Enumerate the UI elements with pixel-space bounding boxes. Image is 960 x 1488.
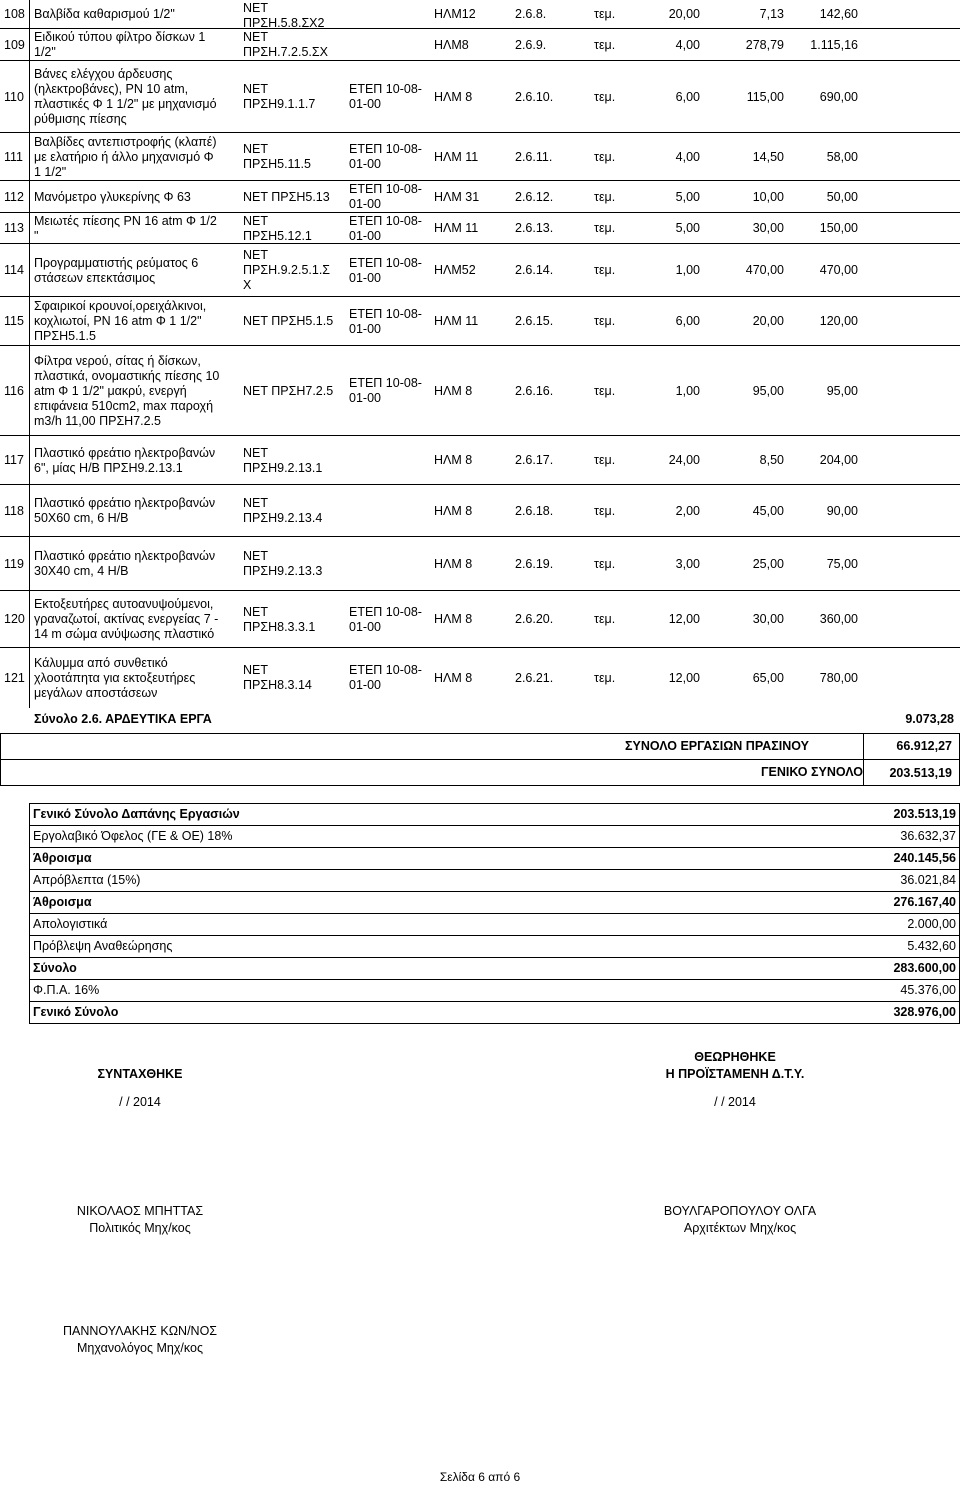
item-article: 2.6.8. <box>515 7 547 21</box>
item-code: ΝΕΤ ΠΡΣΗ.9.2.5.1.Σ Χ <box>243 248 331 292</box>
item-standard-ref: ΕΤΕΠ 10-08- 01-00 <box>349 142 422 171</box>
item-unit-price: 7,13 <box>759 7 784 21</box>
signatory-2-role: Αρχιτέκτων Μηχ/κος <box>683 1221 797 1235</box>
subtotal-label: Σύνολο 2.6. ΑΡΔΕΥΤΙΚΑ ΕΡΓΑ <box>34 712 212 726</box>
item-total: 90,00 <box>826 504 858 518</box>
item-article: 2.6.12. <box>515 190 554 204</box>
item-quantity: 12,00 <box>668 612 700 626</box>
table-row <box>0 346 960 436</box>
item-unit-code: ΗΛΜ 8 <box>434 384 473 398</box>
item-description: Μειωτές πίεσης ΡΝ 16 atm Φ 1/2 " <box>34 214 217 243</box>
item-article: 2.6.20. <box>515 612 554 626</box>
item-unit-of-measure: τεμ. <box>594 90 616 104</box>
item-code: ΝΕΤ ΠΡΣΗ5.1.5 <box>243 314 334 328</box>
table-row <box>0 485 960 537</box>
item-description: Πλαστικό φρεάτιο ηλεκτροβανών 50Χ60 cm, 6 Η/Β <box>34 496 216 525</box>
item-code: ΝΕΤ ΠΡΣΗ5.13 <box>243 190 330 204</box>
green-total-value-box <box>863 733 960 760</box>
signatory-1-role: Πολιτικός Μηχ/κος <box>89 1221 191 1235</box>
item-standard-ref: ΕΤΕΠ 10-08- 01-00 <box>349 182 422 211</box>
summary-row <box>30 1002 959 1024</box>
summary-label: Άθροισμα <box>33 851 92 865</box>
subtotal-value: 9.073,28 <box>905 712 954 726</box>
row-number: 121 <box>4 671 25 685</box>
item-quantity: 20,00 <box>668 7 700 21</box>
item-unit-of-measure: τεμ. <box>594 612 616 626</box>
item-unit-code: ΗΛΜ 8 <box>434 671 473 685</box>
green-total-box <box>0 733 960 760</box>
item-unit-of-measure: τεμ. <box>594 453 616 467</box>
table-row <box>0 0 960 29</box>
item-code: ΝΕΤ ΠΡΣΗ9.2.13.1 <box>243 446 323 475</box>
row-number: 119 <box>4 557 24 571</box>
summary-value: 36.632,37 <box>900 829 956 843</box>
item-unit-code: ΗΛΜ 31 <box>434 190 480 204</box>
item-unit-of-measure: τεμ. <box>594 221 616 235</box>
table-number-divider <box>29 0 30 708</box>
item-quantity: 2,00 <box>675 504 700 518</box>
row-number: 118 <box>4 504 24 518</box>
table-row <box>0 537 960 591</box>
item-code: ΝΕΤ ΠΡΣΗ5.12.1 <box>243 214 312 243</box>
item-unit-of-measure: τεμ. <box>594 263 616 277</box>
summary-value: 283.600,00 <box>893 961 956 975</box>
item-description: Βαλβίδες αντεπιστροφής (κλαπέ) με ελατήριο ή άλλο μηχανισμό Φ 1 1/2" <box>34 135 217 179</box>
item-standard-ref: ΕΤΕΠ 10-08- 01-00 <box>349 605 422 634</box>
grand-total-value-box <box>863 759 960 786</box>
item-unit-code: ΗΛΜ12 <box>434 7 476 21</box>
item-code: ΝΕΤ ΠΡΣΗ9.2.13.3 <box>243 549 323 578</box>
item-article: 2.6.16. <box>515 384 554 398</box>
row-number: 113 <box>4 221 24 235</box>
item-unit-code: ΗΛΜ 11 <box>434 150 479 164</box>
summary-label: Απολογιστικά <box>33 917 108 931</box>
item-code: ΝΕΤ ΠΡΣΗ7.2.5 <box>243 384 334 398</box>
item-unit-of-measure: τεμ. <box>594 384 616 398</box>
item-total: 50,00 <box>826 190 858 204</box>
item-article: 2.6.18. <box>515 504 554 518</box>
item-quantity: 3,00 <box>675 557 700 571</box>
row-number: 112 <box>4 190 24 204</box>
item-description: Κάλυμμα από συνθετικό χλοοτάπητα για εκτοξευτήρες μεγάλων αποστάσεων <box>34 656 196 700</box>
row-number: 111 <box>4 150 24 164</box>
item-total: 204,00 <box>819 453 858 467</box>
item-article: 2.6.14. <box>515 263 554 277</box>
item-unit-price: 115,00 <box>746 90 784 104</box>
item-standard-ref: ΕΤΕΠ 10-08- 01-00 <box>349 663 422 692</box>
table-row <box>0 213 960 244</box>
table-row <box>0 436 960 485</box>
item-unit-price: 65,00 <box>752 671 784 685</box>
grand-total-value: 203.513,19 <box>889 766 952 780</box>
signatory-2-name: ΒΟΥΛΓΑΡΟΠΟΥΛΟΥ ΟΛΓΑ <box>663 1204 817 1218</box>
row-number: 110 <box>4 90 24 104</box>
item-article: 2.6.13. <box>515 221 554 235</box>
table-row <box>0 29 960 61</box>
summary-label: Φ.Π.Α. 16% <box>33 983 100 997</box>
signatory-3-name: ΠΑΝΝΟΥΛΑΚΗΣ ΚΩΝ/ΝΟΣ <box>62 1324 218 1338</box>
item-total: 470,00 <box>819 263 858 277</box>
item-total: 150,00 <box>819 221 858 235</box>
item-total: 142,60 <box>819 7 858 21</box>
item-unit-price: 45,00 <box>752 504 784 518</box>
item-total: 360,00 <box>819 612 858 626</box>
item-quantity: 1,00 <box>675 384 700 398</box>
item-standard-ref: ΕΤΕΠ 10-08- 01-00 <box>349 214 422 243</box>
item-unit-of-measure: τεμ. <box>594 38 616 52</box>
approved-title: ΘΕΩΡΗΘΗΚΕ <box>694 1050 776 1064</box>
item-unit-code: ΗΛΜ 11 <box>434 221 479 235</box>
table-row <box>0 648 960 708</box>
item-description: Πλαστικό φρεάτιο ηλεκτροβανών 30Χ40 cm, 4 Η/Β <box>34 549 216 578</box>
item-quantity: 5,00 <box>675 190 700 204</box>
approved-subtitle: Η ΠΡΟΪΣΤΑΜΕΝΗ Δ.Τ.Υ. <box>665 1067 805 1081</box>
summary-label: Σύνολο <box>33 961 77 975</box>
item-description: Προγραμματιστής ρεύματος 6 στάσεων επεκτάσιμος <box>34 256 199 285</box>
item-description: Πλαστικό φρεάτιο ηλεκτροβανών 6", μίας Η/Β ΠΡΣΗ9.2.13.1 <box>34 446 216 475</box>
item-code: ΝΕΤ ΠΡΣΗ8.3.3.1 <box>243 605 316 634</box>
item-code: ΝΕΤ ΠΡΣΗ9.1.1.7 <box>243 82 316 111</box>
summary-label: Άθροισμα <box>33 895 92 909</box>
table-row <box>0 297 960 346</box>
summary-value: 45.376,00 <box>900 983 956 997</box>
table-row <box>0 244 960 297</box>
item-unit-price: 14,50 <box>752 150 784 164</box>
row-number: 114 <box>4 263 24 277</box>
row-number: 109 <box>4 38 25 52</box>
table-row <box>0 181 960 213</box>
summary-label: Απρόβλεπτα (15%) <box>33 873 141 887</box>
item-unit-of-measure: τεμ. <box>594 190 616 204</box>
grand-total-label: ΓΕΝΙΚΟ ΣΥΝΟΛΟ <box>761 765 863 779</box>
item-unit-price: 95,00 <box>752 384 784 398</box>
summary-value: 203.513,19 <box>893 807 956 821</box>
item-quantity: 5,00 <box>675 221 700 235</box>
summary-row <box>30 980 959 1002</box>
item-article: 2.6.21. <box>515 671 554 685</box>
item-unit-price: 25,00 <box>752 557 784 571</box>
item-code: ΝΕΤ ΠΡΣΗ.5.8.ΣΧ2 <box>243 1 325 30</box>
item-unit-of-measure: τεμ. <box>594 557 616 571</box>
summary-row <box>30 848 959 870</box>
item-unit-code: ΗΛΜ 8 <box>434 557 473 571</box>
item-article: 2.6.17. <box>515 453 554 467</box>
summary-row <box>30 892 959 914</box>
item-unit-code: ΗΛΜ8 <box>434 38 469 52</box>
row-number: 115 <box>4 314 24 328</box>
table-row <box>0 133 960 181</box>
item-standard-ref: ΕΤΕΠ 10-08- 01-00 <box>349 82 422 111</box>
item-description: Βάνες ελέγχου άρδευσης (ηλεκτροβάνες), ΡΝ 10 atm, πλαστικές Φ 1 1/2" με μηχανισμό ρύθμισης πίεσης <box>34 67 217 126</box>
item-standard-ref: ΕΤΕΠ 10-08- 01-00 <box>349 376 422 405</box>
item-unit-price: 20,00 <box>752 314 784 328</box>
item-quantity: 1,00 <box>675 263 700 277</box>
signatory-1-name: ΝΙΚΟΛΑΟΣ ΜΠΗΤΤΑΣ <box>76 1204 204 1218</box>
item-unit-price: 10,00 <box>752 190 784 204</box>
item-total: 120,00 <box>819 314 858 328</box>
summary-value: 276.167,40 <box>893 895 956 909</box>
summary-row <box>30 826 959 848</box>
summary-value: 5.432,60 <box>907 939 956 953</box>
item-description: Φίλτρα νερού, σίτας ή δίσκων, πλαστικά, ονομαστικής πίεσης 10 atm Φ 1 1/2" μακρύ, ενεργή επιφάνεια 510cm2, max παροχή m3/h 11,00 ΠΡΣΗ7.2.5 <box>34 354 220 428</box>
item-article: 2.6.15. <box>515 314 554 328</box>
item-article: 2.6.9. <box>515 38 547 52</box>
item-code: ΝΕΤ ΠΡΣΗ8.3.14 <box>243 663 312 692</box>
item-description: Μανόμετρο γλυκερίνης Φ 63 <box>34 190 191 204</box>
item-total: 780,00 <box>819 671 858 685</box>
item-unit-of-measure: τεμ. <box>594 504 616 518</box>
compiled-title: ΣΥΝΤΑΧΘΗΚΕ <box>97 1067 183 1081</box>
item-quantity: 4,00 <box>675 150 700 164</box>
item-unit-code: ΗΛΜ52 <box>434 263 476 277</box>
item-standard-ref: ΕΤΕΠ 10-08- 01-00 <box>349 256 422 285</box>
item-unit-code: ΗΛΜ 8 <box>434 504 473 518</box>
summary-row <box>30 958 959 980</box>
item-code: ΝΕΤ ΠΡΣΗ9.2.13.4 <box>243 496 323 525</box>
item-unit-code: ΗΛΜ 8 <box>434 90 473 104</box>
item-total: 58,00 <box>826 150 858 164</box>
item-quantity: 4,00 <box>675 38 700 52</box>
summary-row <box>30 804 959 826</box>
item-quantity: 6,00 <box>675 90 700 104</box>
summary-row <box>30 870 959 892</box>
summary-label: Γενικό Σύνολο Δαπάνης Εργασιών <box>33 807 240 821</box>
item-total: 1.115,16 <box>810 38 858 52</box>
item-unit-price: 278,79 <box>745 38 784 52</box>
row-number: 120 <box>4 612 25 626</box>
summary-label: Εργολαβικό Όφελος (ΓΕ & ΟΕ) 18% <box>33 829 233 843</box>
approved-date: / / 2014 <box>714 1095 756 1109</box>
item-code: ΝΕΤ ΠΡΣΗ5.11.5 <box>243 142 311 171</box>
grand-total-box <box>0 760 960 786</box>
item-article: 2.6.19. <box>515 557 554 571</box>
item-unit-code: ΗΛΜ 11 <box>434 314 479 328</box>
summary-row <box>30 914 959 936</box>
row-number: 108 <box>4 7 25 21</box>
item-description: Ειδικού τύπου φίλτρο δίσκων 1 1/2" <box>34 30 206 59</box>
item-quantity: 12,00 <box>668 671 700 685</box>
item-unit-code: ΗΛΜ 8 <box>434 612 473 626</box>
item-unit-of-measure: τεμ. <box>594 671 616 685</box>
summary-value: 2.000,00 <box>907 917 956 931</box>
summary-row <box>30 936 959 958</box>
row-number: 117 <box>4 453 24 467</box>
item-unit-of-measure: τεμ. <box>594 314 616 328</box>
item-standard-ref: ΕΤΕΠ 10-08- 01-00 <box>349 307 422 336</box>
summary-value: 240.145,56 <box>893 851 956 865</box>
green-total-value: 66.912,27 <box>896 739 952 753</box>
row-number: 116 <box>4 384 24 398</box>
signatory-3-role: Μηχανολόγος Μηχ/κος <box>77 1341 203 1355</box>
item-unit-code: ΗΛΜ 8 <box>434 453 473 467</box>
item-unit-of-measure: τεμ. <box>594 7 616 21</box>
item-total: 75,00 <box>826 557 858 571</box>
item-unit-of-measure: τεμ. <box>594 150 616 164</box>
item-total: 95,00 <box>826 384 858 398</box>
item-description: Εκτοξευτήρες αυτοανυψούμενοι, γραναζωτοί, ακτίνας ενεργείας 7 - 14 m σώμα ανύψωσης πλαστικό <box>34 597 219 641</box>
item-unit-price: 470,00 <box>745 263 784 277</box>
item-unit-price: 30,00 <box>752 612 784 626</box>
item-total: 690,00 <box>819 90 858 104</box>
item-quantity: 6,00 <box>675 314 700 328</box>
item-unit-price: 30,00 <box>752 221 784 235</box>
item-quantity: 24,00 <box>668 453 700 467</box>
cost-summary-table <box>29 803 960 1024</box>
green-total-label: ΣΥΝΟΛΟ ΕΡΓΑΣΙΩΝ ΠΡΑΣΙΝΟΥ <box>625 739 809 753</box>
summary-value: 328.976,00 <box>893 1005 956 1019</box>
summary-label: Γενικό Σύνολο <box>33 1005 119 1019</box>
item-description: Βαλβίδα καθαρισμού 1/2" <box>34 7 175 21</box>
compiled-date: / / 2014 <box>119 1095 161 1109</box>
table-row <box>0 591 960 648</box>
summary-label: Πρόβλεψη Αναθεώρησης <box>33 939 173 953</box>
item-description: Σφαιρικοί κρουνοί,ορειχάλκινοι, κοχλιωτοί, ΡΝ 16 atm Φ 1 1/2" ΠΡΣΗ5.1.5 <box>34 299 207 343</box>
page-footer: Σελίδα 6 από 6 <box>439 1470 521 1484</box>
item-article: 2.6.10. <box>515 90 554 104</box>
summary-value: 36.021,84 <box>900 873 956 887</box>
item-article: 2.6.11. <box>515 150 553 164</box>
item-code: ΝΕΤ ΠΡΣΗ.7.2.5.ΣΧ <box>243 30 328 59</box>
table-row <box>0 61 960 133</box>
item-unit-price: 8,50 <box>759 453 784 467</box>
